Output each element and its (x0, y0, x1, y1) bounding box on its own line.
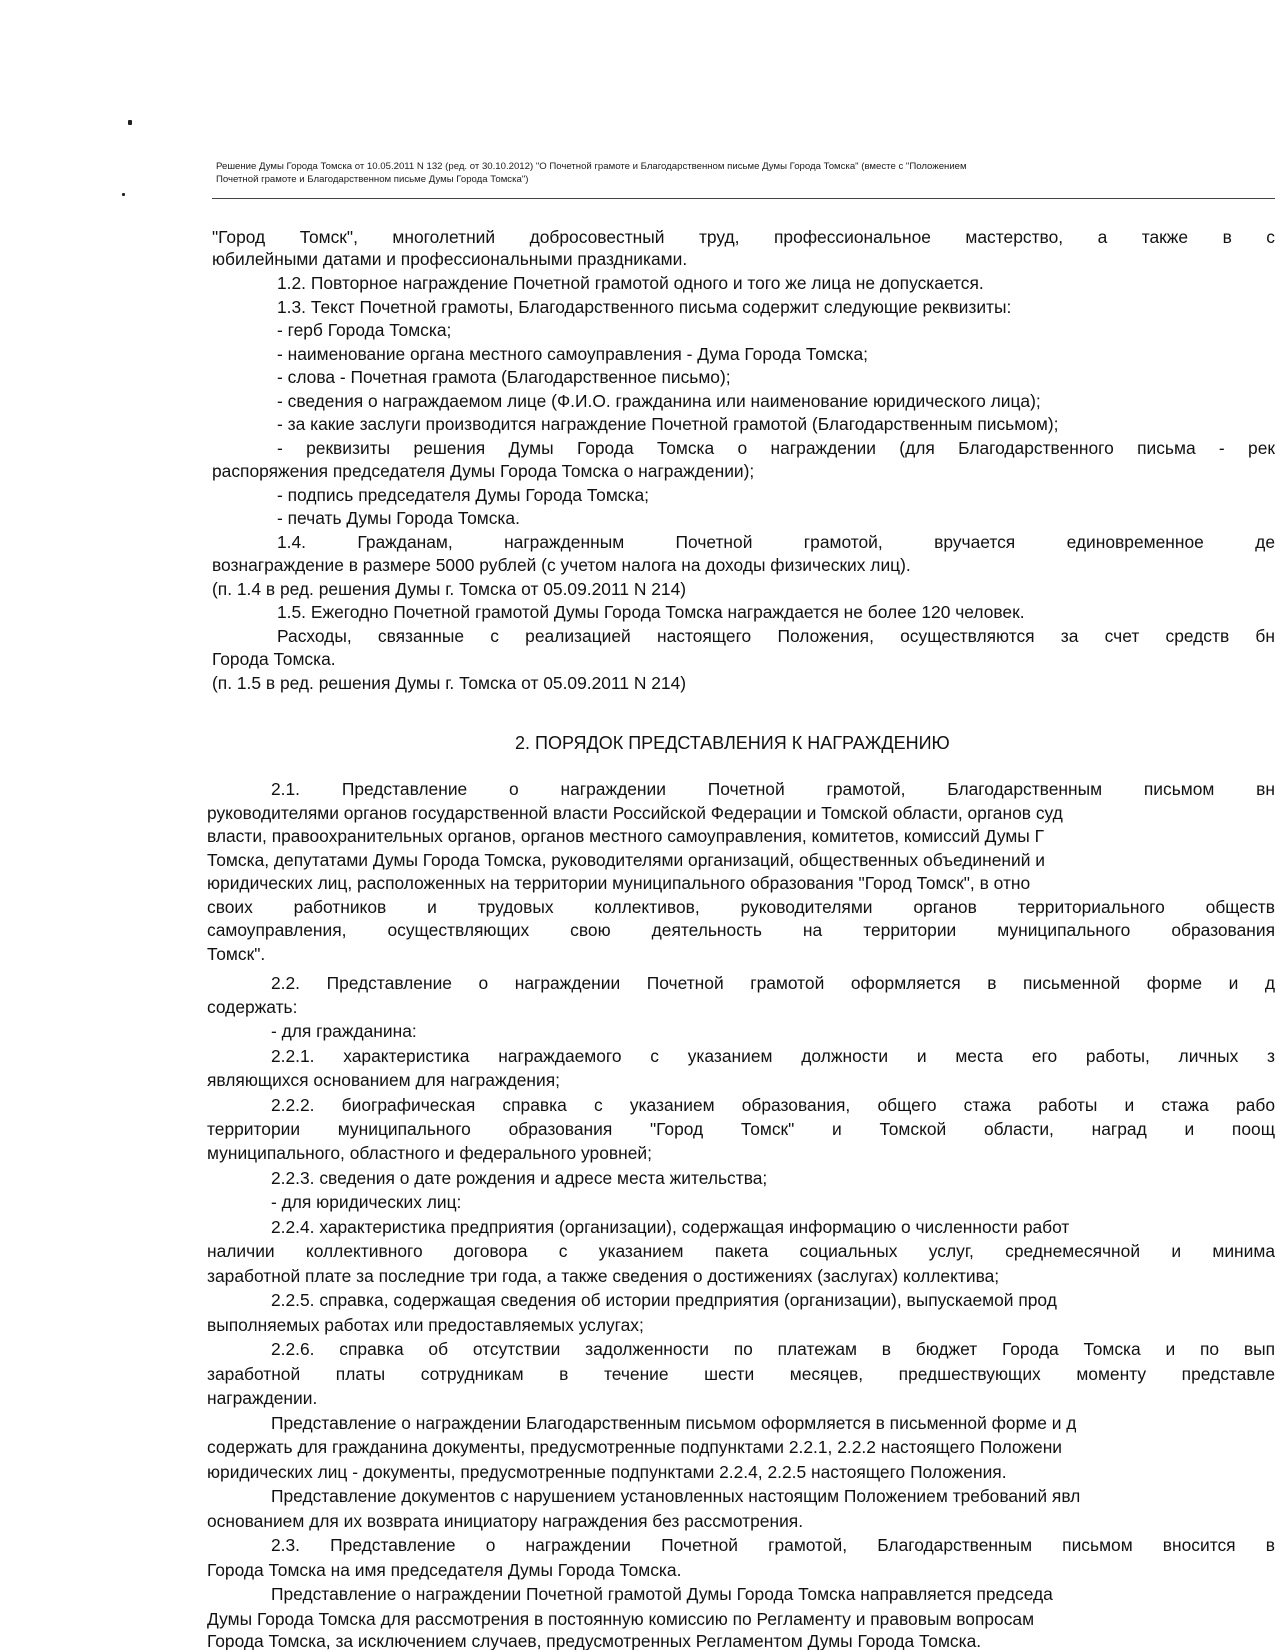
text-line: 2.3. Представление о награждении Почетной грамотой, Благодарственным письмом вносится в (271, 1535, 1275, 1555)
header-divider (212, 198, 1275, 199)
text-line: Представление о награждении Почетной грамотой Думы Города Томска направляется председа (271, 1584, 1053, 1604)
text-line: заработной платы сотрудникам в течение шести месяцев, предшествующих моменту представле (207, 1364, 1275, 1384)
text-line: юридических лиц - документы, предусмотренные подпунктами 2.2.4, 2.2.5 настоящего Положения. (207, 1462, 1007, 1482)
text-line: юбилейными датами и профессиональными праздниками. (212, 249, 688, 269)
text-line: Представление о награждении Благодарственным письмом оформляется в письменной форме и д (271, 1413, 1077, 1433)
text-line: Расходы, связанные с реализацией настоящего Положения, осуществляются за счет средств бн (277, 626, 1275, 646)
text-line: являющихся основанием для награждения; (207, 1070, 560, 1090)
text-line: содержать: (207, 997, 298, 1017)
text-line: "Город Томск", многолетний добросовестный труд, профессиональное мастерство, а также в с (212, 227, 1275, 247)
text-line: 1.2. Повторное награждение Почетной грамотой одного и того же лица не допускается. (277, 273, 984, 293)
text-line: власти, правоохранительных органов, органов местного самоуправления, комитетов, комиссий Думы Г (207, 826, 1045, 846)
text-line: - для юридических лиц: (271, 1192, 462, 1212)
text-line: вознаграждение в размере 5000 рублей (с учетом налога на доходы физических лиц). (212, 555, 911, 575)
text-line: распоряжения председателя Думы Города Томска о награждении); (212, 461, 755, 481)
text-line: - печать Думы Города Томска. (277, 508, 520, 528)
text-line: - реквизиты решения Думы Города Томска о награждении (для Благодарственного письма - рек (277, 438, 1275, 458)
text-line: 2.2.6. справка об отсутствии задолженности по платежам в бюджет Города Томска и по вып (271, 1339, 1275, 1359)
text-line: Томск". (207, 944, 266, 964)
scan-speck (122, 193, 125, 196)
text-line: 1.3. Текст Почетной грамоты, Благодарственного письма содержит следующие реквизиты: (277, 297, 1012, 317)
header-line: Решение Думы Города Томска от 10.05.2011 N 132 (ред. от 30.10.2012) "О Почетной грамоте и Благодарственном письме Думы Города Томска" (вместе с "Положением (216, 161, 967, 172)
text-line: 2.2.5. справка, содержащая сведения об истории предприятия (организации), выпускаемой прод (271, 1290, 1057, 1310)
text-line: (п. 1.5 в ред. решения Думы г. Томска от 05.09.2011 N 214) (212, 673, 687, 693)
header-line: Почетной грамоте и Благодарственном письме Думы Города Томска") (216, 174, 529, 185)
document-header (216, 160, 1275, 186)
scan-speck (128, 120, 132, 125)
text-line: - для гражданина: (271, 1021, 417, 1041)
section-title: 2. ПОРЯДОК ПРЕДСТАВЛЕНИЯ К НАГРАЖДЕНИЮ (515, 733, 950, 753)
text-line: Города Томска, за исключением случаев, предусмотренных Регламентом Думы Города Томска. (207, 1631, 982, 1650)
text-line: содержать для гражданина документы, предусмотренные подпунктами 2.2.1, 2.2.2 настоящего Положени (207, 1437, 1063, 1457)
text-line: выполняемых работах или предоставляемых услугах; (207, 1315, 644, 1335)
text-line: 2.1. Представление о награждении Почетной грамотой, Благодарственным письмом вн (271, 779, 1275, 799)
text-line: Думы Города Томска для рассмотрения в постоянную комиссию по Регламенту и правовым вопросам (207, 1609, 1035, 1629)
text-line: Города Томска на имя председателя Думы Города Томска. (207, 1560, 682, 1580)
text-line: (п. 1.4 в ред. решения Думы г. Томска от 05.09.2011 N 214) (212, 579, 687, 599)
text-line: 2.2.2. биографическая справка с указанием образования, общего стажа работы и стажа рабо (271, 1095, 1275, 1115)
text-line: Города Томска. (212, 649, 336, 669)
text-line: наличии коллективного договора с указанием пакета социальных услуг, среднемесячной и минима (207, 1241, 1275, 1261)
text-line: заработной плате за последние три года, а также сведения о достижениях (заслугах) коллектива; (207, 1266, 1000, 1286)
text-line: 2.2.3. сведения о дате рождения и адресе места жительства; (271, 1168, 768, 1188)
text-line: - за какие заслуги производится награждение Почетной грамотой (Благодарственным письмом); (277, 414, 1059, 434)
text-line: своих работников и трудовых коллективов, руководителями органов территориального обществ (207, 897, 1275, 917)
text-line: Представление документов с нарушением установленных настоящим Положением требований явл (271, 1486, 1081, 1506)
text-line: 2.2. Представление о награждении Почетной грамотой оформляется в письменной форме и д (271, 973, 1275, 993)
text-line: юридических лиц, расположенных на территории муниципального образования "Город Томск", в отно (207, 873, 1031, 893)
text-line: основанием для их возврата инициатору награждения без рассмотрения. (207, 1511, 804, 1531)
text-line: награждении. (207, 1388, 318, 1408)
text-line: - наименование органа местного самоуправления - Дума Города Томска; (277, 344, 869, 364)
text-line: Томска, депутатами Думы Города Томска, руководителями организаций, общественных объединений и (207, 850, 1045, 870)
text-line: 1.5. Ежегодно Почетной грамотой Думы Города Томска награждается не более 120 человек. (277, 602, 1025, 622)
text-line: 2.2.4. характеристика предприятия (организации), содержащая информацию о численности работ (271, 1217, 1070, 1237)
text-line: 2.2.1. характеристика награждаемого с указанием должности и места его работы, личных з (271, 1046, 1275, 1066)
text-line: - сведения о награждаемом лице (Ф.И.О. гражданина или наименование юридического лица); (277, 391, 1041, 411)
text-line: - слова - Почетная грамота (Благодарственное письмо); (277, 367, 731, 387)
text-line: территории муниципального образования "Город Томск" и Томской области, наград и поощ (207, 1119, 1275, 1139)
text-line: - подпись председателя Думы Города Томска; (277, 485, 649, 505)
text-line: самоуправления, осуществляющих свою деятельность на территории муниципального образования (207, 920, 1275, 940)
text-line: - герб Города Томска; (277, 320, 452, 340)
text-line: муниципального, областного и федерального уровней; (207, 1143, 652, 1163)
text-line: 1.4. Гражданам, награжденным Почетной грамотой, вручается единовременное де (277, 532, 1275, 552)
text-line: руководителями органов государственной власти Российской Федерации и Томской области, органов суд (207, 803, 1063, 823)
